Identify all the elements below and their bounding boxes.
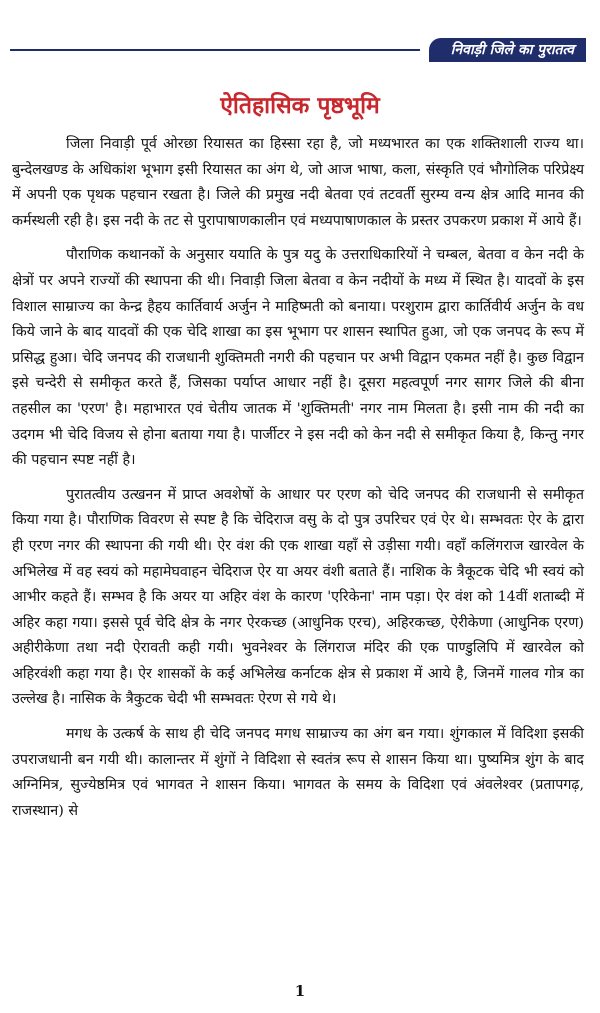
header-label: निवाड़ी जिले का पुरातत्व	[429, 38, 586, 62]
paragraph: पुरातत्वीय उत्खनन में प्राप्त अवशेषों के आधार पर एरण को चेदि जनपद की राजधानी से समीकृत किया गया है। पौराणिक विवरण से स्पष्ट है कि चेदिराज वसु के दो पुत्र उपरिचर एवं ऐर थे। सम्भवतः ऐर के द्वारा ही एरण नगर की स्थापना की गयी थी। ऐर वंश की एक शाखा यहाँ से उड़ीसा गयी। वहाँ कलिंगराज खारवेल के अभिलेख में वह स्वयं को महामेघवाहन चेदिराज ऐर या अयर वंशी बताते हैं। नाशिक के त्रैकूटक चेदि भी स्वयं को आभीर कहते हैं। सम्भव है कि अयर या अहिर वंश के कारण 'एरिकेना' नाम पड़ा। ऐर वंश को 14वीं शताब्दी में अहिर कहा गया। इससे पूर्व चेदि क्षेत्र के नगर ऐरकच्छ (आधुनिक एरच), अहिरकच्छ, ऐरीकेणा (आधुनिक एरण) अहीरीकेणा तथा नदी ऐरावती कही गयी। भुवनेश्वर के लिंगराज मंदिर की एक पाण्डुलिपि में खारवेल को अहिरवंशी कहा गया है। ऐर शासकों के कई अभिलेख कर्नाटक क्षेत्र से प्रकाश में आये है, जिनमें गालव गोत्र का उल्लेख है। नासिक के त्रैकुटक चेदी भी सम्भवतः ऐरण से गये थे।	[12, 486, 585, 708]
header-rule	[10, 49, 420, 51]
paragraph: मगध के उत्कर्ष के साथ ही चेदि जनपद मगध साम्राज्य का अंग बन गया। शुंगकाल में विदिशा इसकी उपराजधानी बन गयी थी। कालान्तर में शुंगों ने विदिशा से स्वतंत्र रूप से शासन किया था। पुष्यमित्र शुंग के बाद अग्निमित्र, सुज्येष्ठमित्र एवं भागवत ने शासन किया। भागवत के समय के विदिशा एवं अंवलेश्वर (प्रतापगढ़, राजस्थान) से	[12, 726, 584, 819]
body-text	[12, 132, 584, 833]
page-number: 1	[294, 982, 306, 1000]
running-header	[0, 38, 600, 62]
paragraph: पौराणिक कथानकों के अनुसार ययाति के पुत्र यदु के उत्तराधिकारियों ने चम्बल, बेतवा व केन नदी के क्षेत्रों पर अपने राज्यों की स्थापना की थी। निवाड़ी जिला बेतवा व केन नदीयों के मध्य में स्थित है। यादवों के इस विशाल साम्राज्य का केन्द्र हैहय कार्तिवार्य अर्जुन ने माहिष्मती को बनाया। परशुराम द्वारा कार्तिवीर्य अर्जुन के वध किये जाने के बाद यादवों की एक चेदि शाखा का इस भूभाग पर शासन स्थापित हुआ, जो एक जनपद के रूप में प्रसिद्ध हुआ। चेदि जनपद की राजधानी शुक्तिमती नगरी की पहचान पर अभी विद्वान एकमत नहीं है। कुछ विद्वान इसे चन्देरी से समीकृत करते हैं, जिसका पर्याप्त आधार नहीं है। दूसरा महत्वपूर्ण नगर सागर जिले की बीना तहसील का 'एरण' है। महाभारत एवं चेतीय जातक में 'शुक्तिमती' नगर नाम मिलता है। इसी नाम की नदी का उदगम भी चेदि विजय से होना बताया गया है। पार्जीटर ने इस नदी को केन नदी से समीकृत किया है, किन्तु नगर की पहचान स्पष्ट नहीं है।	[12, 247, 584, 469]
page-title: ऐतिहासिक पृष्ठभूमि	[220, 92, 380, 119]
paragraph: जिला निवाड़ी पूर्व ओरछा रियासत का हिस्सा रहा है, जो मध्यभारत का एक शक्तिशाली राज्य था। बुन्देलखण्ड के अधिकांश भूभाग इसी रियासत का अंग थे, जो आज भाषा, कला, संस्कृति एवं भौगोलिक परिप्रेक्ष्य में अपनी एक पृथक पहचान रखता है। जिले की प्रमुख नदी बेतवा एवं तटवर्ती सुरम्य वन्य क्षेत्र आदि मानव की कर्मस्थली रही है। इस नदी के तट से पुरापाषाणकालीन एवं मध्यपाषाणकाल के प्रस्तर उपकरण प्रकाश में आये हैं।	[12, 136, 584, 229]
